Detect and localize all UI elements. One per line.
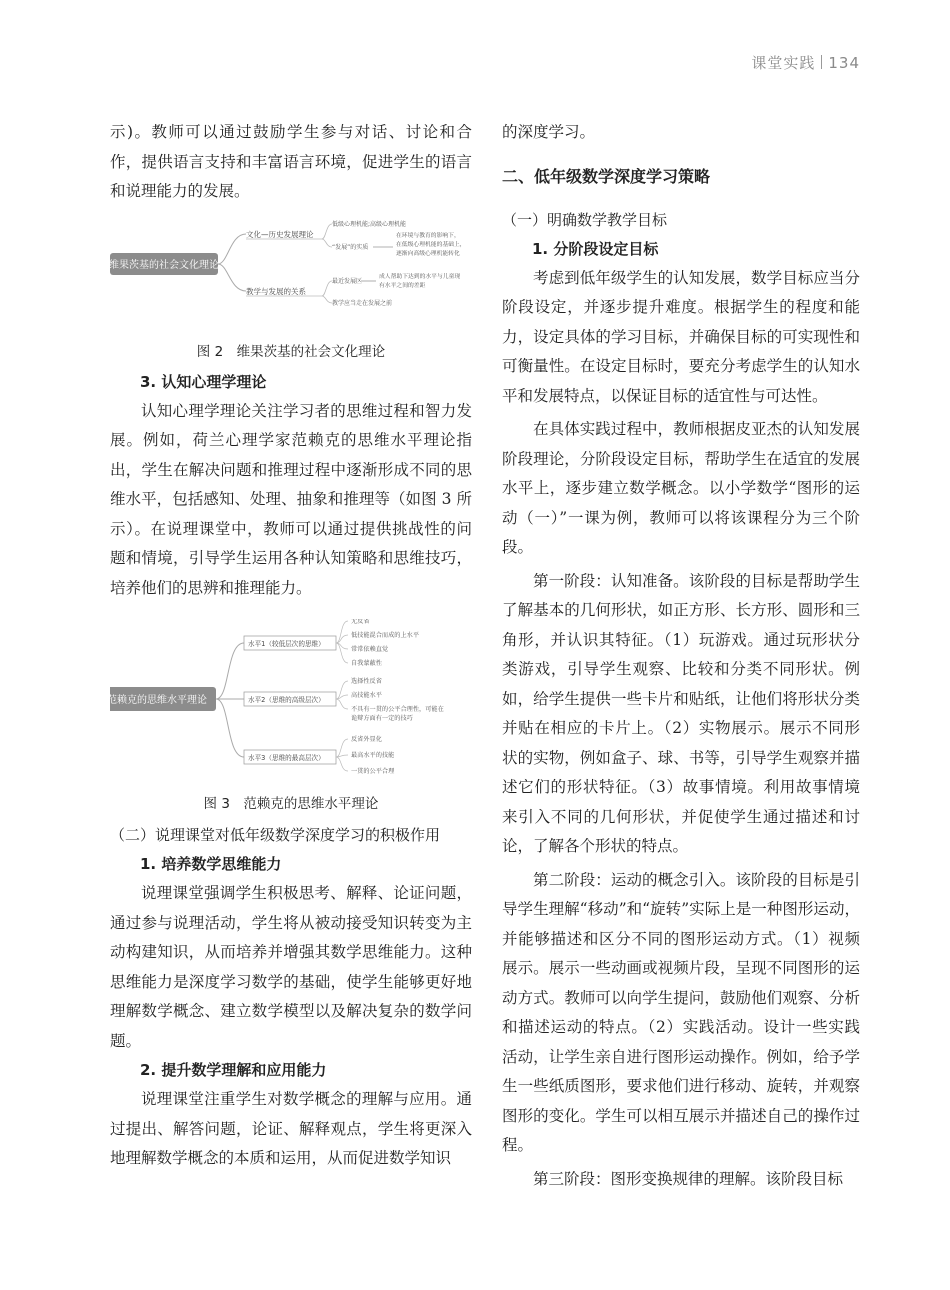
paragraph: 说理课堂注重学生对数学概念的理解与应用。通过提出、解答问题，论证、解释观点，学生将更深入地理解数学概念的本质和运用，从而促进数学知识 [110,1090,472,1167]
mindmap-leaf: 选择性反省 [351,678,382,685]
figure-caption: 图 2 维果茨基的社会文化理论 [196,343,386,360]
mindmap-leaf: 一贯的公平合理 [351,768,395,775]
mindmap-leaf: 最高水平的技能 [351,752,395,759]
mindmap-van-rijk [110,619,472,779]
mindmap-root: 范赖克的思维水平理论 [110,695,207,706]
mindmap-branch: 水平1（较低层次的思维） [248,640,325,648]
paragraph: 在具体实践过程中，教师根据皮亚杰的认知发展阶段理论，分阶段设定目标，帮助学生在适宜的发展水平上，逐步建立数学概念。以小学数学“图形的运动（一）”一课为例，教师可以将该课程分为三个阶段。 [502,420,860,556]
running-header [751,52,860,73]
mindmap-leaf: 常常依赖直觉 [351,646,389,653]
mindmap-leaf-desc: 在低级心理机能的基础上， [396,241,466,248]
right-column [502,118,860,1194]
section-title: 课堂实践 [751,54,816,72]
mindmap-leaf: 高技能水平 [351,692,382,699]
paragraph: 示)。教师可以通过鼓励学生参与对话、讨论和合作，提供语言支持和丰富语言环境，促进学生的语言和说理能力的发展。 [110,123,472,200]
subheading: 3. 认知心理学理论 [140,372,267,391]
paragraph: 的深度学习。 [502,123,596,141]
mindmap-vygotsky [110,217,472,317]
mindmap-leaf-desc: 有水平之间的差距 [379,282,426,289]
paragraph: 说理课堂强调学生积极思考、解释、论证问题，通过参与说理活动，学生将从被动接受知识转变为主动构建知识，从而培养并增强其数学思维能力。这种思维能力是深度学习数学的基础，使学生能够更好地理解数学概念、建立数学模型以及解决复杂的数学问题。 [110,884,472,1050]
mindmap-leaf: 教学应当走在发展之前 [332,299,393,307]
section-heading: （二）说理课堂对低年级数学深度学习的积极作用 [110,826,441,844]
section-heading: （一）明确数学教学目标 [502,210,668,229]
mindmap-leaf-desc: 在环境与教育的影响下， [396,232,460,239]
figure-3 [110,619,472,817]
paragraph: 第三阶段：图形变换规律的理解。该阶段目标 [533,1169,844,1188]
page-number: 134 [828,54,860,72]
mindmap-leaf: 低技能混合而成的上水平 [351,632,420,639]
mindmap-branch: 文化—历史发展理论 [246,229,314,239]
paragraph: 认知心理学理论关注学习者的思维过程和智力发展。例如，荷兰心理学家范赖克的思维水平理论指出，学生在解决问题和推理过程中逐渐形成不同的思维水平，包括感知、处理、抽象和推理等（如图 3 所示）。在说理课堂中，教师可以通过提供挑战性的问题和情境，引导学生运用各种认知策略和思维技巧，培养他们的思辨和推理能力。 [110,401,472,597]
mindmap-branch: 水平2（思维的高级层次） [248,696,325,704]
mindmap-branch: 教学与发展的关系 [246,286,306,296]
left-column [110,118,472,1174]
mindmap-leaf: 诡辩方面有一定的技巧 [351,715,413,722]
subheading: 1. 分阶段设定目标 [532,239,659,258]
mindmap-leaf: 最近发展区 [332,277,363,285]
chapter-heading: 二、低年级数学深度学习策略 [502,166,711,186]
mindmap-leaf-desc: 成人帮助下达到的水平与儿童现 [379,273,461,280]
header-divider [821,55,822,69]
subheading: 1. 培养数学思维能力 [140,855,282,873]
mindmap-leaf: 不具有一贯的公平合理性，可能在 [351,706,444,713]
paragraph: 考虑到低年级学生的认知发展，数学目标应当分阶段设定，并逐步提升难度。根据学生的程度和能力，设定具体的学习目标，并确保目标的可实现性和可衡量性。在设定目标时，要充分考虑学生的认知水平和发展特点，以保证目标的适宜性与可达性。 [502,268,860,405]
paragraph: 第一阶段：认知准备。该阶段的目标是帮助学生了解基本的几何形状，如正方形、长方形、圆形和三角形，并认识其特征。（1）玩游戏。通过玩形状分类游戏，引导学生观察、比较和分类不同形状。例如，给学生提供一些卡片和贴纸，让他们将形状分类并贴在相应的卡片上。（2）实物展示。展示不同形状的实物，例如盒子、球、书等，引导学生观察并描述它们的形状特征。（3）故事情境。利用故事情境来引入不同的几何形状，并促使学生通过描述和讨论，了解各个形状的特点。 [502,571,860,855]
paragraph: 第二阶段：运动的概念引入。该阶段的目标是引导学生理解“移动”和“旋转”实际上是一种图形运动，并能够描述和区分不同的图形运动方式。（1）视频展示。展示一些动画或视频片段，呈现不同图形的运动方式。教师可以向学生提问，鼓励他们观察、分析和描述运动的特点。（2）实践活动。设计一些实践活动，让学生亲自进行图形运动操作。例如，给予学生一些纸质图形，要求他们进行移动、旋转，并观察图形的变化。学生可以相互展示并描述自己的操作过程。 [502,870,860,1154]
subheading: 2. 提升数学理解和应用能力 [140,1061,327,1079]
mindmap-root: 维果茨基的社会文化理论 [110,259,219,271]
mindmap-leaf: 反省外显化 [351,736,382,743]
figure-caption: 图 3 范赖克的思维水平理论 [203,796,379,812]
figure-2 [110,217,472,365]
mindmap-leaf: 自我蒙蔽性 [351,660,382,667]
mindmap-leaf: “发展”的实质 [332,243,369,251]
mindmap-leaf-desc: 逐渐向高级心理机能转化 [396,250,460,257]
mindmap-branch: 水平3（思维的最高层次） [248,754,325,762]
mindmap-leaf: 低级心理机能;高级心理机能 [332,220,407,228]
mindmap-leaf: 无反省 [351,619,370,625]
